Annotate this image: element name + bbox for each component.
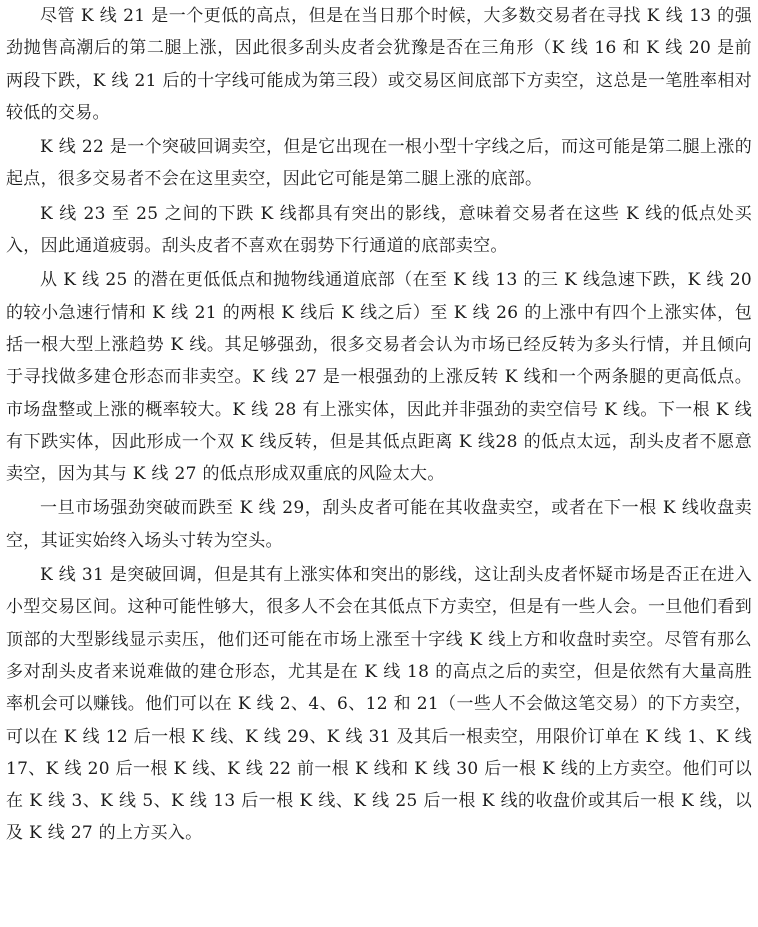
paragraph-6: K 线 31 是突破回调，但是其有上涨实体和突出的影线，这让刮头皮者怀疑市场是否正在进入小型交易区间。这种可能性够大，很多人不会在其低点下方卖空，但是有一些人会。一旦他们看到顶部的大型影线显示卖压，他们还可能在市场上涨至十字线 K 线上方和收盘时卖空。尽管有那么多对刮头皮者来说难做的建仓形态，尤其是在 K 线 18 的高点之后的卖空，但是依然有大量高胜率机会可以赚钱。他们可以在 K 线 2、4、6、12 和 21（一些人不会做这笔交易）的下方卖空，可以在 K 线 12 后一根 K 线、K 线 29、K 线 31 及其后一根卖空，用限价订单在 K 线 1、K 线 17、K 线 20 后一根 K 线、K 线 22 前一根 K 线和 K 线 30 后一根 K 线的上方卖空。他们可以在 K 线 3、K 线 5、K 线 13 后一根 K 线、K 线 25 后一根 K 线的收盘价或其后一根 K 线，以及 K 线 27 的上方买入。 xyxy=(6,565,752,844)
paragraph-1: 尽管 K 线 21 是一个更低的高点，但是在当日那个时候，大多数交易者在寻找 K 线 13 的强劲抛售高潮后的第二腿上涨，因此很多刮头皮者会犹豫是否在三角形（K 线 16 和 K 线 20 是前两段下跌，K 线 21 后的十字线可能成为第三段）或交易区间底部下方卖空，这总是一笔胜率相对较低的交易。 xyxy=(6,6,752,123)
paragraph-4: 从 K 线 25 的潜在更低低点和抛物线通道底部（在至 K 线 13 的三 K 线急速下跌，K 线 20 的较小急速行情和 K 线 21 的两根 K 线后 K 线之后）至 K 线 26 的上涨中有四个上涨实体，包括一根大型上涨趋势 K 线。其足够强劲，很多交易者会认为市场已经反转为多头行情，并且倾向于寻找做多建仓形态而非卖空。K 线 27 是一根强劲的上涨反转 K 线和一个两条腿的更高低点。市场盘整或上涨的概率较大。K 线 28 有上涨实体，因此并非强劲的卖空信号 K 线。下一根 K 线有下跌实体，因此形成一个双 K 线反转，但是其低点距离 K 线28 的低点太远，刮头皮者不愿意卖空，因为其与 K 线 27 的低点形成双重底的风险太大。 xyxy=(6,270,752,485)
paragraph-2: K 线 22 是一个突破回调卖空，但是它出现在一根小型十字线之后，而这可能是第二腿上涨的起点，很多交易者不会在这里卖空，因此它可能是第二腿上涨的底部。 xyxy=(6,137,752,190)
paragraph-3: K 线 23 至 25 之间的下跌 K 线都具有突出的影线，意味着交易者在这些 K 线的低点处买入，因此通道疲弱。刮头皮者不喜欢在弱势下行通道的底部卖空。 xyxy=(6,203,752,257)
document-page xyxy=(6,0,752,852)
paragraph-5: 一旦市场强劲突破而跌至 K 线 29，刮头皮者可能在其收盘卖空，或者在下一根 K 线收盘卖空，其证实始终入场头寸转为空头。 xyxy=(6,498,752,551)
